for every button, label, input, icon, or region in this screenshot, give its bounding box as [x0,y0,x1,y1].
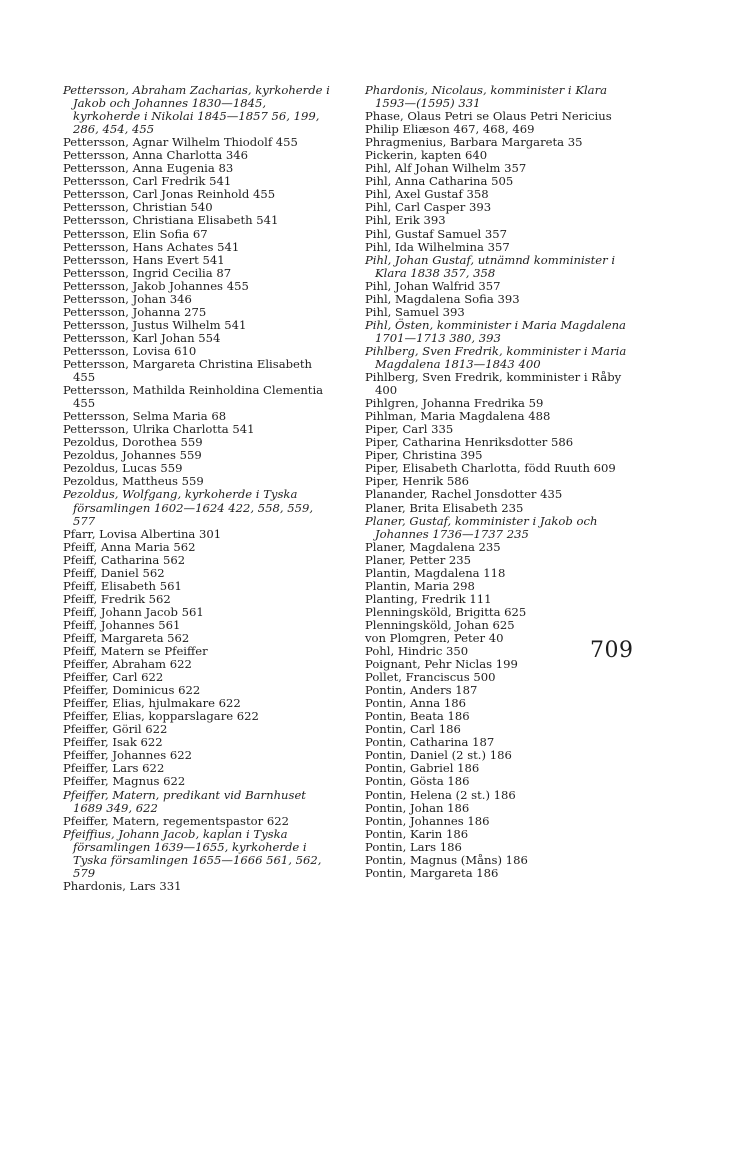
index-entry: Pontin, Johannes 186 [365,813,490,828]
index-entry: Pezoldus, Johannes 559 [63,448,202,463]
page-number: 709 [590,638,634,663]
index-entry: Pfeiffer, Göril 622 [63,722,168,737]
index-entry: Pfeiffer, Lars 622 [63,761,165,776]
index-entry: Pfeiffer, Dominicus 622 [63,683,201,698]
index-entry: Plantin, Magdalena 118 [365,565,506,580]
index-entry: Pihl, Johan Walfrid 357 [365,278,501,293]
index-column-left [63,84,331,893]
index-entry: Pontin, Margareta 186 [365,865,499,880]
index-entry: Pfeiffius, Johann Jacob, kaplan i Tyska församlingen 1639—1655, kyrkoherde i Tyska församlingen 1655—1666 561, 562, 579 [63,826,322,880]
index-entry: Pettersson, Anna Eugenia 83 [63,161,234,176]
index-entry: Pfeiffer, Matern, regementspastor 622 [63,813,289,828]
index-entry: Pihlgren, Johanna Fredrika 59 [365,396,544,411]
index-entry: Piper, Elisabeth Charlotta, född Ruuth 609 [365,461,616,476]
index-entry: Pihl, Johan Gustaf, utnämnd komminister i Klara 1838 357, 358 [365,252,616,280]
index-entry: Pontin, Anders 187 [365,683,478,698]
index-entry: Pihl, Alf Johan Wilhelm 357 [365,161,527,176]
index-entry: Pezoldus, Dorothea 559 [63,435,203,450]
index-entry: Pontin, Gabriel 186 [365,761,480,776]
index-entry: Pettersson, Ingrid Cecilia 87 [63,265,232,280]
index-entry: Pihl, Anna Catharina 505 [365,174,514,189]
index-entry: Pettersson, Ulrika Charlotta 541 [63,422,255,437]
index-entry: Pontin, Daniel (2 st.) 186 [365,748,512,763]
index-entry: Pihl, Gustaf Samuel 357 [365,226,507,241]
index-entry: Pfeiff, Johannes 561 [63,617,181,632]
index-entry: Pettersson, Carl Jonas Reinhold 455 [63,187,276,202]
index-entry: Pihl, Östen, komminister i Maria Magdalena 1701—1713 380, 393 [365,317,626,345]
index-entry: Pihlberg, Sven Fredrik, komminister i Råby 400 [365,370,622,398]
index-entry: Pihl, Erik 393 [365,213,446,228]
index-entry: Pontin, Beata 186 [365,709,470,724]
index-entry: Planander, Rachel Jonsdotter 435 [365,487,563,502]
index-entry: Pfeiffer, Elias, kopparslagare 622 [63,709,259,724]
index-entry: Pettersson, Hans Evert 541 [63,252,225,267]
index-entry: Pihl, Axel Gustaf 358 [365,187,489,202]
index-entry: Pihl, Magdalena Sofia 393 [365,291,520,306]
index-entry: Pfeiff, Elisabeth 561 [63,578,182,593]
index-entry: Pfarr, Lovisa Albertina 301 [63,526,222,541]
index-entry: Phardonis, Nicolaus, komminister i Klara 1593—(1595) 331 [365,83,608,111]
index-entry: Pontin, Anna 186 [365,696,467,711]
index-entry: Planting, Fredrik 111 [365,591,492,606]
index-entry: Pfeiff, Anna Maria 562 [63,539,196,554]
index-entry: Pfeiff, Matern se Pfeiffer [63,644,208,659]
index-entry: Pettersson, Agnar Wilhelm Thiodolf 455 [63,135,298,150]
index-entry: Pettersson, Hans Achates 541 [63,239,240,254]
index-entry: Pfeiffer, Abraham 622 [63,657,192,672]
index-entry: Piper, Christina 395 [365,448,483,463]
index-entry: Planer, Petter 235 [365,552,472,567]
index-entry: Planer, Brita Elisabeth 235 [365,500,524,515]
index-entry: Phase, Olaus Petri se Olaus Petri Nericius [365,109,612,124]
index-entry: Pollet, Franciscus 500 [365,670,496,685]
index-entry: Pfeiffer, Carl 622 [63,670,164,685]
index-entry: Pontin, Lars 186 [365,839,462,854]
index-entry: Pettersson, Mathilda Reinholdina Clementia 455 [63,383,324,411]
index-entry: Pezoldus, Mattheus 559 [63,474,204,489]
index-entry: Pfeiff, Johann Jacob 561 [63,604,204,619]
index-entry: Poignant, Pehr Niclas 199 [365,657,518,672]
index-entry: Plantin, Maria 298 [365,578,475,593]
index-entry: Phardonis, Lars 331 [63,878,182,893]
index-entry: Piper, Catharina Henriksdotter 586 [365,435,574,450]
index-entry: Pontin, Karin 186 [365,826,469,841]
index-entry: Piper, Henrik 586 [365,474,469,489]
index-entry: Pettersson, Carl Fredrik 541 [63,174,232,189]
index-entry: Pfeiff, Catharina 562 [63,552,186,567]
index-entry: Pfeiffer, Isak 622 [63,735,163,750]
index-entry: Pettersson, Jakob Johannes 455 [63,278,249,293]
index-entry: Pickerin, kapten 640 [365,148,488,163]
index-entry: Pihl, Carl Casper 393 [365,200,492,215]
index-entry: Pettersson, Justus Wilhelm 541 [63,317,247,332]
index-entry: Pettersson, Johan 346 [63,291,192,306]
index-entry: Pfeiff, Fredrik 562 [63,591,171,606]
index-entry: Pettersson, Karl Johan 554 [63,330,221,345]
index-entry: Pihl, Ida Wilhelmina 357 [365,239,510,254]
index-entry: Planer, Gustaf, komminister i Jakob och Johannes 1736—1737 235 [365,513,598,541]
index-entry: Piper, Carl 335 [365,422,454,437]
index-entry: Pohl, Hindric 350 [365,644,469,659]
index-entry: Pihlman, Maria Magdalena 488 [365,409,551,424]
index-entry: Pettersson, Abraham Zacharias, kyrkoherde i Jakob och Johannes 1830—1845, kyrkoherde i Nikolai 1845—1857 56, 199, 286, 454, 455 [63,83,330,137]
index-entry: Pontin, Magnus (Måns) 186 [365,852,528,867]
index-entry: Pettersson, Elin Sofia 67 [63,226,208,241]
index-entry: Pfeiffer, Elias, hjulmakare 622 [63,696,241,711]
index-entry: von Plomgren, Peter 40 [365,630,504,645]
index-entry: Pfeiffer, Johannes 622 [63,748,192,763]
index-entry: Philip Eliæson 467, 468, 469 [365,122,535,137]
index-entry: Pfeiff, Margareta 562 [63,630,190,645]
index-entry: Pihlberg, Sven Fredrik, komminister i Maria Magdalena 1813—1843 400 [365,343,627,371]
index-entry: Pfeiffer, Magnus 622 [63,774,186,789]
index-entry: Pontin, Carl 186 [365,722,461,737]
index-entry: Plenningsköld, Johan 625 [365,617,515,632]
index-entry: Pezoldus, Lucas 559 [63,461,183,476]
index-entry: Planer, Magdalena 235 [365,539,501,554]
index-entry: Phragmenius, Barbara Margareta 35 [365,135,583,150]
index-entry: Pontin, Gösta 186 [365,774,470,789]
index-entry: Pfeiff, Daniel 562 [63,565,165,580]
index-entry: Pontin, Helena (2 st.) 186 [365,787,516,802]
index-column-right [365,84,627,880]
index-entry: Pfeiffer, Matern, predikant vid Barnhuset 1689 349, 622 [63,787,306,815]
index-entry: Pettersson, Selma Maria 68 [63,409,227,424]
index-entry: Pettersson, Lovisa 610 [63,343,197,358]
index-entry: Pettersson, Christiana Elisabeth 541 [63,213,279,228]
index-entry: Pontin, Catharina 187 [365,735,495,750]
index-entry: Pettersson, Christian 540 [63,200,213,215]
index-entry: Pettersson, Anna Charlotta 346 [63,148,249,163]
index-entry: Pihl, Samuel 393 [365,304,465,319]
index-entry: Pettersson, Johanna 275 [63,304,207,319]
index-entry: Pezoldus, Wolfgang, kyrkoherde i Tyska församlingen 1602—1624 422, 558, 559, 577 [63,487,314,528]
index-entry: Pettersson, Margareta Christina Elisabeth 455 [63,356,313,385]
index-entry: Plenningsköld, Brigitta 625 [365,604,527,619]
index-entry: Pontin, Johan 186 [365,800,470,815]
